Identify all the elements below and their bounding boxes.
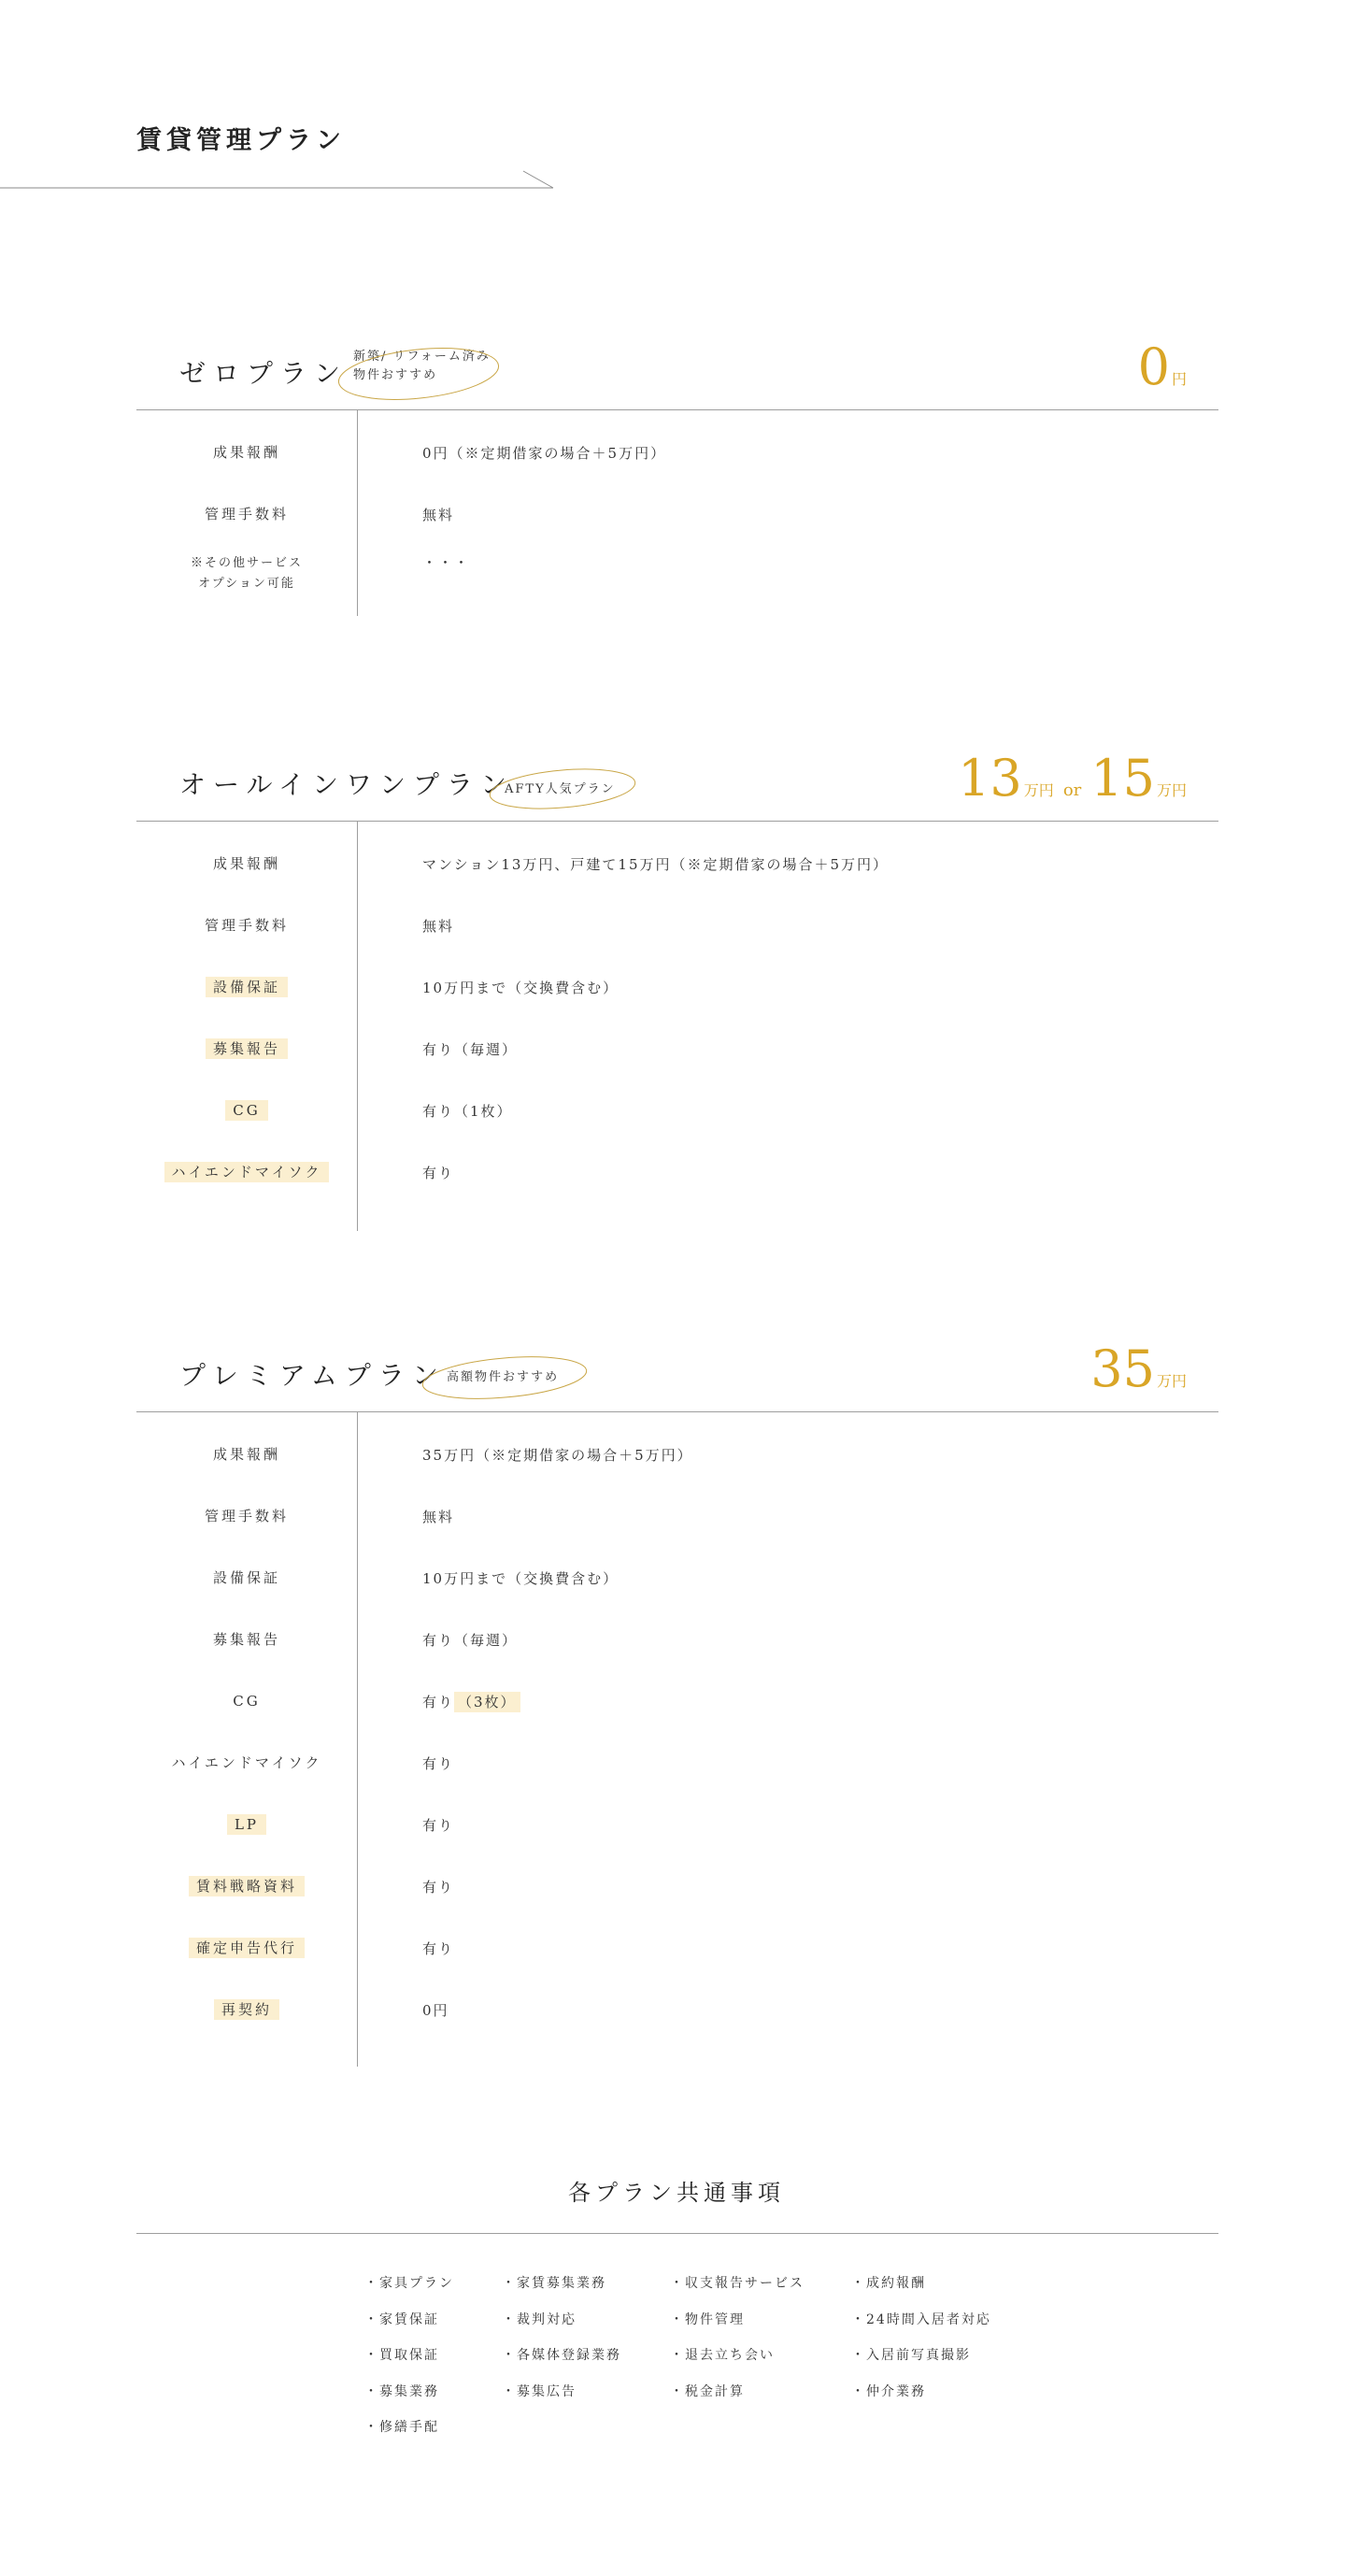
row-value: 有り xyxy=(422,1816,455,1834)
page-title: 賃貸管理プラン xyxy=(136,126,346,155)
common-section-title: 各プラン共通事項 xyxy=(568,2180,785,2206)
common-section-divider xyxy=(136,2233,1218,2234)
row-label xyxy=(136,1876,357,1896)
premium-plan-header xyxy=(136,1337,1218,1411)
list-item: ・家賃保証 xyxy=(364,2311,439,2327)
list-item: ・修繕手配 xyxy=(364,2420,439,2435)
table-row xyxy=(136,1547,1218,1609)
row-label xyxy=(136,977,357,997)
plan-table xyxy=(136,822,1218,1231)
table-row xyxy=(136,1794,1218,1855)
row-label: 設備保証 xyxy=(212,1569,280,1586)
row-label: 管理手数料 xyxy=(204,917,289,934)
row-label: 成果報酬 xyxy=(212,855,280,872)
row-value: 有り xyxy=(422,1164,455,1181)
tag-ellipse-decoration xyxy=(336,340,505,406)
table-row xyxy=(136,1917,1218,1979)
tag-ellipse-decoration xyxy=(486,761,645,817)
table-row xyxy=(136,1141,1218,1203)
price-unit: 円 xyxy=(1171,370,1187,388)
list-item: ・仲介業務 xyxy=(851,2383,926,2399)
price-number: 13 xyxy=(958,749,1022,808)
row-label xyxy=(136,1999,357,2020)
row-value: 10万円まで（交換費含む） xyxy=(422,1569,620,1587)
plan-tag: 高額物件おすすめ xyxy=(447,1370,560,1384)
row-label xyxy=(136,1162,357,1182)
price-number: 15 xyxy=(1090,749,1155,808)
highlighted-label: LP xyxy=(227,1814,266,1835)
price-number: 0 xyxy=(1137,337,1170,396)
price-unit: 万円 xyxy=(1156,781,1187,799)
zero-plan-header xyxy=(136,335,1218,409)
table-row xyxy=(136,956,1218,1018)
table-row xyxy=(136,1424,1218,1485)
allinone-plan xyxy=(136,746,1218,1231)
list-item: ・成約報酬 xyxy=(851,2276,926,2291)
highlighted-label: CG xyxy=(225,1100,267,1121)
row-value: 10万円まで（交換費含む） xyxy=(422,979,620,996)
row-label: 成果報酬 xyxy=(212,444,280,461)
row-label xyxy=(136,553,357,594)
list-item: ・税金計算 xyxy=(670,2383,745,2399)
plan-table xyxy=(136,1412,1218,2067)
list-item: ・裁判対応 xyxy=(502,2311,577,2327)
row-label: ハイエンドマイソク xyxy=(171,1754,322,1771)
row-value: 無料 xyxy=(422,506,455,523)
row-value-text: 有り xyxy=(422,1693,455,1710)
row-value: 有り（毎週） xyxy=(422,1040,519,1058)
row-value: 無料 xyxy=(422,1508,455,1525)
row-value: 0円 xyxy=(422,2001,449,2019)
tag-ellipse-decoration xyxy=(419,1350,596,1406)
row-label xyxy=(136,1814,357,1835)
plan-name: オールインワンプラン xyxy=(179,769,515,800)
plan-tag: AFTY人気プラン xyxy=(505,782,616,796)
price-or: or xyxy=(1062,780,1082,800)
row-label: 管理手数料 xyxy=(204,1508,289,1524)
highlighted-label: 再契約 xyxy=(214,1999,279,2020)
table-row xyxy=(136,1609,1218,1670)
row-label-line-2: オプション可能 xyxy=(198,577,295,591)
price-number: 35 xyxy=(1090,1339,1155,1398)
title-underline xyxy=(0,140,561,196)
list-item: ・入居前写真撮影 xyxy=(851,2348,971,2363)
row-value: 有り xyxy=(422,1939,455,1957)
table-row xyxy=(136,545,1218,603)
common-items-list xyxy=(364,2273,1075,2454)
row-value: 無料 xyxy=(422,917,455,935)
list-item: ・買取保証 xyxy=(364,2348,439,2363)
highlighted-label: 設備保証 xyxy=(206,977,288,997)
row-label: 管理手数料 xyxy=(204,506,289,522)
row-value: マンション13万円、戸建て15万円（※定期借家の場合＋5万円） xyxy=(422,855,890,873)
table-row xyxy=(136,1018,1218,1080)
table-row xyxy=(136,833,1218,894)
table-row xyxy=(136,894,1218,956)
plan-price xyxy=(958,749,1187,808)
plan-name: ゼロプラン xyxy=(179,358,349,389)
row-label: 募集報告 xyxy=(212,1631,280,1648)
list-item: ・家賃募集業務 xyxy=(502,2276,606,2291)
list-item: ・物件管理 xyxy=(670,2311,745,2327)
premium-plan xyxy=(136,1337,1218,2067)
row-value: ・・・ xyxy=(422,554,471,571)
row-label xyxy=(136,1938,357,1958)
table-row xyxy=(136,1670,1218,1732)
row-value: 有り xyxy=(422,1754,455,1772)
plan-tag-line-2: 物件おすすめ xyxy=(353,368,438,382)
list-item: ・募集広告 xyxy=(502,2383,577,2399)
list-item: ・退去立ち会い xyxy=(670,2348,775,2363)
row-value xyxy=(422,1692,520,1711)
row-value: 35万円（※定期借家の場合＋5万円） xyxy=(422,1446,693,1464)
list-item: ・収支報告サービス xyxy=(670,2276,805,2291)
row-value: 有り（毎週） xyxy=(422,1631,519,1649)
table-row xyxy=(136,1485,1218,1547)
list-item: ・24時間入居者対応 xyxy=(851,2311,991,2327)
highlighted-value: （3枚） xyxy=(454,1692,520,1712)
row-value: 有り（1枚） xyxy=(422,1102,513,1120)
row-label-line-1: ※その他サービス xyxy=(190,556,303,570)
plan-price xyxy=(1138,337,1187,396)
row-label xyxy=(136,1100,357,1121)
price-unit: 万円 xyxy=(1023,781,1054,799)
plan-table xyxy=(136,410,1218,616)
table-row xyxy=(136,1732,1218,1794)
row-label xyxy=(136,1038,357,1059)
row-label: CG xyxy=(233,1693,261,1710)
highlighted-label: 賃料戦略資料 xyxy=(189,1876,305,1896)
zero-plan xyxy=(136,335,1218,616)
plan-price xyxy=(1090,1339,1187,1398)
highlighted-label: 確定申告代行 xyxy=(189,1938,305,1958)
row-value: 有り xyxy=(422,1878,455,1896)
plan-tag-line-1: 新築/ リフォーム済み xyxy=(353,350,491,364)
row-value: 0円（※定期借家の場合＋5万円） xyxy=(422,444,667,462)
highlighted-label: 募集報告 xyxy=(206,1038,288,1059)
table-row xyxy=(136,1080,1218,1141)
list-item: ・家具プラン xyxy=(364,2276,454,2291)
table-row xyxy=(136,1979,1218,2040)
price-unit: 万円 xyxy=(1156,1372,1187,1390)
highlighted-label: ハイエンドマイソク xyxy=(164,1162,330,1182)
list-item: ・各媒体登録業務 xyxy=(502,2348,621,2363)
row-label: 成果報酬 xyxy=(212,1446,280,1463)
table-row xyxy=(136,1855,1218,1917)
plan-name: プレミアムプラン xyxy=(179,1360,446,1391)
table-row xyxy=(136,483,1218,545)
table-row xyxy=(136,422,1218,483)
allinone-plan-header xyxy=(136,746,1218,821)
list-item: ・募集業務 xyxy=(364,2383,439,2399)
